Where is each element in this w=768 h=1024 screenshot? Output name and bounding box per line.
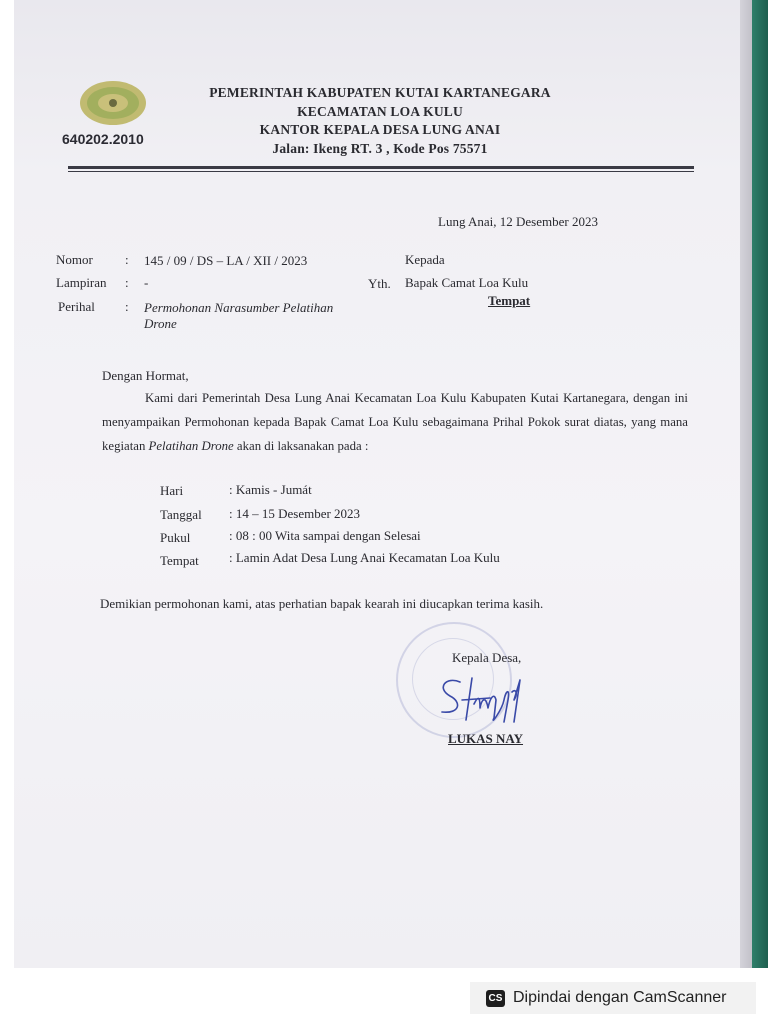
detail-label-hari: Hari [160, 483, 184, 498]
perihal-separator: : [125, 299, 129, 314]
detail-label-tanggal: Tanggal [160, 507, 202, 522]
letterhead-line-3: KANTOR KEPALA DESA LUNG ANAI [259, 122, 501, 137]
letterhead-divider-thick [68, 166, 694, 169]
closing-sentence: Demikian permohonan kami, atas perhatian bapak kearah ini diucapkan terima kasih. [100, 596, 544, 611]
letterhead-line-2: KECAMATAN LOA KULU [297, 103, 463, 119]
signatory-name: LUKAS NAY [448, 731, 524, 746]
recipient-name: Bapak Camat Loa Kulu [405, 275, 529, 290]
date-place: Lung Anai, 12 Desember 2023 [438, 214, 598, 229]
body-paragraph [102, 386, 688, 458]
recipient-kepada: Kepada [405, 252, 445, 267]
perihal-value-line-1: Permohonan Narasumber Pelatihan [144, 300, 334, 315]
letterhead-divider-thin [68, 171, 694, 172]
detail-value-tanggal: : 14 – 15 Desember 2023 [229, 506, 361, 521]
signatory-title: Kepala Desa, [452, 650, 522, 665]
camscanner-logo-icon: CS [486, 990, 505, 1007]
camscanner-watermark [470, 982, 756, 1014]
letterhead-line-4: Jalan: Ikeng RT. 3 , Kode Pos 75571 [272, 140, 488, 156]
letterhead-line-1: PEMERINTAH KABUPATEN KUTAI KARTANEGARA [209, 85, 551, 100]
recipient-yth: Yth. [368, 276, 391, 291]
letterhead [170, 84, 590, 158]
nomor-separator: : [125, 252, 129, 267]
handwritten-signature [432, 670, 532, 730]
body-paragraph-end: akan di laksanakan pada : [233, 439, 369, 453]
greeting: Dengan Hormat, [102, 368, 189, 383]
village-code: 640202.2010 [62, 131, 144, 147]
lampiran-value: - [144, 275, 149, 290]
camscanner-text: Dipindai dengan CamScanner [513, 989, 727, 1006]
perihal-label: Perihal [58, 299, 95, 314]
background-edge [752, 0, 768, 968]
detail-value-pukul: : 08 : 00 Wita sampai dengan Selesai [229, 528, 421, 543]
regency-emblem-icon [78, 78, 148, 128]
detail-label-pukul: Pukul [160, 530, 191, 545]
lampiran-label: Lampiran [56, 275, 107, 290]
nomor-label: Nomor [56, 252, 93, 267]
lampiran-separator: : [125, 275, 129, 290]
detail-value-hari: : Kamis - Jumát [229, 482, 312, 497]
detail-value-tempat: : Lamin Adat Desa Lung Anai Kecamatan Loa Kulu [229, 550, 500, 565]
body-paragraph-text: Kami dari Pemerintah Desa Lung Anai Kecamatan Loa Kulu Kabupaten Kutai Kartanegara, dengan ini menyampaikan Permohonan kepada Bapak Camat Loa Kulu sebagaimana Prihal Pokok surat diatas, yang mana kegiatan [102, 391, 688, 453]
body-paragraph-italic: Pelatihan Drone [148, 439, 234, 453]
recipient-place: Tempat [488, 293, 531, 308]
detail-label-tempat: Tempat [160, 553, 199, 568]
perihal-value-line-2: Drone [144, 316, 177, 331]
nomor-value: 145 / 09 / DS – LA / XII / 2023 [144, 253, 308, 268]
